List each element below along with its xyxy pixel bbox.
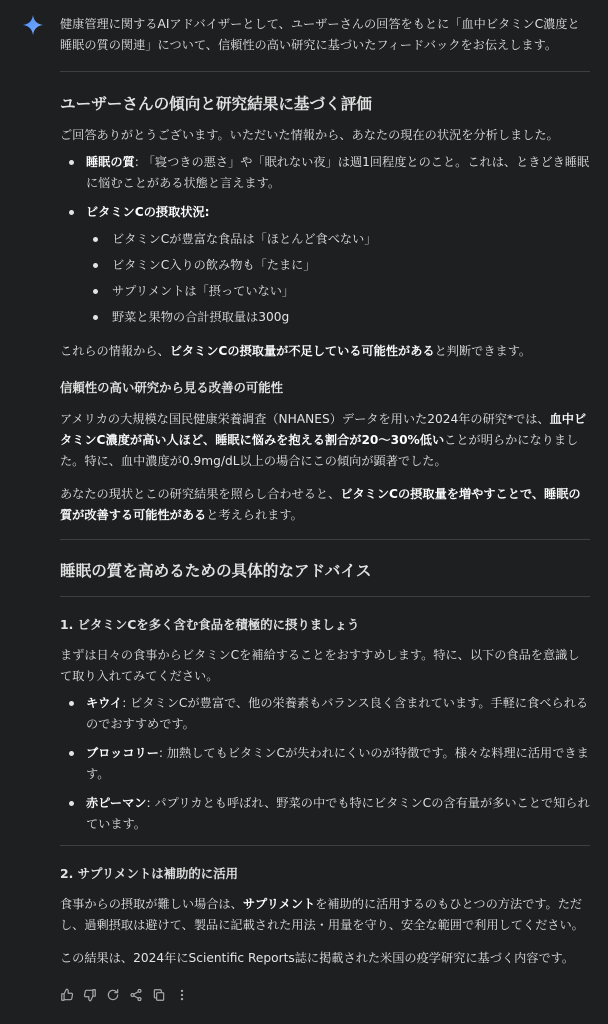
section-heading-advice: 睡眠の質を高めるための具体的なアドバイス	[60, 562, 372, 580]
regenerate-icon	[106, 988, 120, 1002]
share-button[interactable]	[127, 986, 145, 1004]
sublist-item: 野菜と果物の合計摂取量は300g	[86, 307, 590, 328]
conclusion-paragraph: これらの情報から、ビタミンCの摂取量が不足している可能性があると判断できます。	[60, 344, 532, 358]
food-list	[60, 693, 590, 835]
divider	[60, 539, 590, 540]
more-vert-icon	[175, 988, 189, 1002]
sub-heading-research: 信頼性の高い研究から見る改善の可能性	[60, 380, 284, 395]
compare-paragraph: あなたの現状とこの研究結果を照らし合わせると、ビタミンCの摂取量を増やすことで、睡眠の質が改善する可能性があると考えられます。	[60, 487, 581, 522]
sublist-item: サプリメントは「摂っていない」	[86, 281, 590, 302]
foods-lead: まずは日々の食事からビタミンCを補給することをおすすめします。特に、以下の食品を意識して取り入れてみてください。	[60, 648, 580, 683]
research-paragraph: アメリカの大規模な国民健康栄養調査（NHANES）データを用いた2024年の研究*では、血中ビタミンC濃度が高い人ほど、睡眠に悩みを抱える割合が20〜30%低いことが明らかになりました。特に、血中濃度が0.9mg/dL以上の場合にこの傾向が顕著でした。	[60, 412, 587, 468]
list-item-kiwi: キウイ: ビタミンCが豊富で、他の栄養素もバランス良く含まれています。手軽に食べられるのでおすすめです。	[60, 693, 590, 735]
list-item-broccoli: ブロッコリー: 加熱してもビタミンCが失われにくいのが特徴です。様々な料理に活用できます。	[60, 743, 590, 785]
sublist-item: ビタミンCが豊富な食品は「ほとんど食べない」	[86, 229, 590, 250]
divider	[60, 845, 590, 846]
sublist-item: ビタミンC入りの飲み物も「たまに」	[86, 255, 590, 276]
list-item-vitamin-c-intake: ビタミンCの摂取状況: ビタミンCが豊富な食品は「ほとんど食べない」 ビタミンC入りの飲み物も「たまに」 サプリメントは「摂っていない」 野菜と果物の合計摂取量は300g	[60, 202, 590, 328]
copy-button[interactable]	[150, 986, 168, 1004]
divider	[60, 596, 590, 597]
list-item-red-pepper: 赤ピーマン: パプリカとも呼ばれ、野菜の中でも特にビタミンCの含有量が多いことで知られています。	[60, 793, 590, 835]
divider	[60, 71, 590, 72]
response-content	[60, 14, 590, 969]
thumbs-down-icon	[83, 988, 97, 1002]
gemini-sparkle-icon	[22, 14, 44, 36]
intro-paragraph: 健康管理に関するAIアドバイザーとして、ユーザーさんの回答をもとに「血中ビタミンC濃度と睡眠の質の関連」について、信頼性の高い研究に基づいたフィードバックをお伝えします。	[60, 17, 580, 52]
thumbs-down-button[interactable]	[81, 986, 99, 1004]
section-heading-evaluation: ユーザーさんの傾向と研究結果に基づく評価	[60, 95, 372, 113]
supplements-paragraph: 食事からの摂取が難しい場合は、サプリメントを補助的に活用するのもひとつの方法です。ただし、過剰摂取は避けて、製品に記載された用法・用量を守り、安全な範囲で利用してください。	[60, 897, 584, 932]
thumbs-up-icon	[60, 988, 74, 1002]
copy-icon	[152, 988, 166, 1002]
response-actions	[58, 986, 191, 1004]
sub-heading-foods: 1. ビタミンCを多く含む食品を積極的に摂りましょう	[60, 617, 360, 632]
status-list	[60, 152, 590, 328]
share-icon	[129, 988, 143, 1002]
evaluation-lead: ご回答ありがとうございます。いただいた情報から、あなたの現在の状況を分析しました。	[60, 128, 559, 142]
sub-heading-supplements: 2. サプリメントは補助的に活用	[60, 866, 238, 881]
more-options-button[interactable]	[173, 986, 191, 1004]
thumbs-up-button[interactable]	[58, 986, 76, 1004]
list-item-sleep-quality: 睡眠の質: 「寝つきの悪さ」や「眠れない夜」は週1回程度とのこと。これは、ときどき睡眠に悩むことがある状態と言えます。	[60, 152, 590, 194]
vitamin-c-sublist	[86, 229, 590, 328]
regenerate-button[interactable]	[104, 986, 122, 1004]
source-note: この結果は、2024年にScientific Reports誌に掲載された米国の疫学研究に基づく内容です。	[60, 951, 575, 965]
